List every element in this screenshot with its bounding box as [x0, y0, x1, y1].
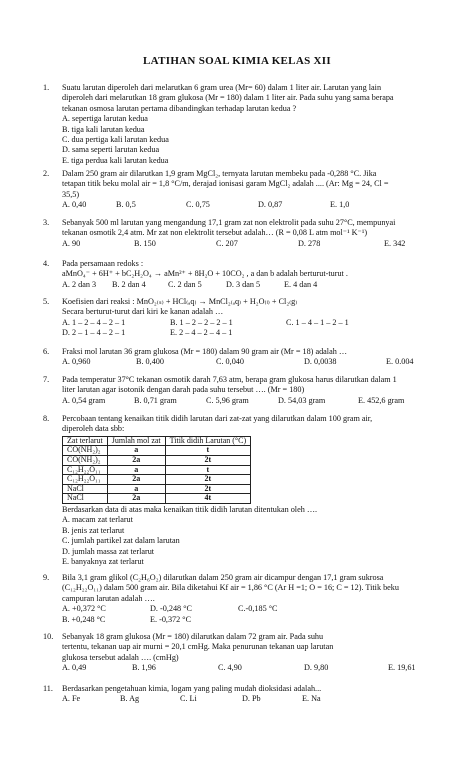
- question-number: 4.: [43, 259, 50, 268]
- option-c: C. 1 – 4 – 1 – 2 – 1: [286, 317, 349, 327]
- option-e: E. Na: [302, 694, 321, 704]
- options-row: [62, 357, 436, 367]
- question-1: [43, 83, 436, 166]
- option-e: E. 452,6 gram: [358, 395, 405, 405]
- question-8: [43, 414, 436, 567]
- option-c: C. 2 dan 5: [168, 279, 202, 289]
- option-d: D. 278: [298, 238, 321, 248]
- option-e: E. 1,0: [330, 200, 350, 210]
- question-number: 11.: [43, 684, 53, 693]
- option-c: C. dua pertiga kali larutan kedua: [62, 135, 169, 145]
- table-row: [63, 484, 251, 494]
- options-row: [62, 200, 436, 210]
- question-number: 8.: [43, 414, 50, 423]
- question-text: Secara berturut-turut dari kiri ke kanan adalah …: [62, 307, 224, 317]
- question-text: Sebanyak 18 gram glukosa (Mr = 180) dilarutkan dalam 72 gram air. Pada suhu: [62, 632, 324, 641]
- question-text: Sebanyak 500 ml larutan yang mengandung 17,1 gram zat non elektrolit pada suhu 27°C, mempunyai: [62, 218, 396, 227]
- table-cell: t: [165, 446, 250, 456]
- data-table: [62, 436, 251, 504]
- option-c: C. 5,96 gram: [206, 395, 249, 405]
- option-e: E. 19,61: [388, 663, 416, 673]
- question-text: liter larutan agar isotonik dengan darah pada suhu tersebut …. (Mr = 180): [62, 385, 305, 395]
- question-9: [43, 573, 436, 625]
- question-text: Percobaan tentang kenaikan titik didih larutan dari zat-zat yang dilarutkan dalam 100 gram air,: [62, 414, 373, 423]
- question-number: 1.: [43, 83, 50, 92]
- table-row: [63, 475, 251, 485]
- option-a: A. 0,54 gram: [62, 395, 106, 405]
- question-text: tekanan osmotik 2,4 atm. Mr zat non elektrolit tersebut adalah… (R = 0,08 L atm mol⁻¹ K⁻¹): [62, 228, 368, 238]
- table-cell: a: [107, 465, 165, 475]
- option-c: C. jumlah partikel zat dalam larutan: [62, 536, 180, 546]
- option-d: D. 9,80: [304, 663, 329, 673]
- table-cell: CO(NH₂)₂: [63, 446, 108, 456]
- question-text: tekanan osmosa larutan pertama dibandingkan terhadap larutan kedua ?: [62, 103, 297, 113]
- option-e: E. 0.004: [386, 357, 414, 367]
- table-cell: a: [107, 484, 165, 494]
- options-row: [62, 318, 436, 328]
- option-a: A. 0,49: [62, 663, 87, 673]
- option-b: B. 1 – 2 – 2 – 2 – 1: [170, 317, 233, 327]
- options-row: [62, 663, 436, 673]
- option-d: D. 0,0038: [304, 357, 337, 367]
- option-c: C. 4,90: [218, 663, 242, 673]
- question-number: 9.: [43, 573, 50, 582]
- option-a: A. 1 – 2 – 4 – 2 – 1: [62, 317, 126, 327]
- option-e: E. 4 dan 4: [284, 279, 318, 289]
- option-e: E. 2 – 4 – 2 – 4 – 1: [170, 328, 233, 338]
- option-b: B. 150: [134, 238, 156, 248]
- table-row: [63, 494, 251, 504]
- question-text: Berdasarkan data di atas maka kenaikan titik didih larutan ditentukan oleh ….: [62, 504, 318, 514]
- table-cell: t: [165, 465, 250, 475]
- option-d: D. 0,87: [258, 200, 283, 210]
- option-c: C.-0,185 °C: [238, 604, 278, 614]
- question-text: aMnO₄⁻ + 6H⁺ + bC₂H₂O₄ → aMn²⁺ + 8H₂O + 10CO₂ , a dan b adalah berturut-turut .: [62, 269, 348, 279]
- question-number: 7.: [43, 375, 50, 384]
- options-row: [62, 694, 436, 704]
- table-cell: NaCl: [63, 494, 108, 504]
- option-e: E. tiga perdua kali larutan kedua: [62, 155, 169, 165]
- question-text: Bila 3,1 gram glikol (C₂H₆O₂) dilarutkan dalam 250 gram air dicampur dengan 17,1 gram sukrosa: [62, 573, 384, 582]
- option-d: D. sama seperti larutan kedua: [62, 145, 160, 155]
- table-cell: 2a: [107, 475, 165, 485]
- option-c: C. 0,75: [186, 200, 210, 210]
- option-d: D. Pb: [242, 694, 261, 704]
- option-d: D. 3 dan 5: [226, 279, 261, 289]
- option-d: D. 2 – 1 – 4 – 2 – 1: [62, 328, 126, 338]
- question-text: diperoleh dari melarutkan 18 gram glukosa (Mr = 180) dalam 1 liter air. Pada suhu yang sama berapa: [62, 93, 394, 103]
- options-row: [62, 239, 436, 249]
- question-number: 3.: [43, 218, 50, 227]
- page-title: LATIHAN SOAL KIMIA KELAS XII: [143, 55, 331, 67]
- question-6: [43, 347, 436, 368]
- table-cell: 2a: [107, 494, 165, 504]
- question-text: Koefisien dari reaksi : MnO₂₍ₛ₎ + HCl₍ₐq₎ → MnCl₂₍ₐq₎ + H₂O₍ₗ₎ + Cl₂₍g₎: [62, 297, 298, 306]
- table-cell: 2t: [165, 484, 250, 494]
- table-cell: 2a: [107, 456, 165, 466]
- option-a: A. Fe: [62, 694, 81, 704]
- table-cell: 2t: [165, 456, 250, 466]
- option-c: C. 0,040: [216, 357, 244, 367]
- option-b: B. 0,400: [136, 357, 164, 367]
- option-a: A. 0,40: [62, 200, 87, 210]
- option-e: E. banyaknya zat terlarut: [62, 557, 144, 566]
- option-b: B. 0,5: [116, 200, 136, 210]
- option-d: D. jumlah massa zat terlarut: [62, 546, 155, 556]
- option-a: A. macam zat terlarut: [62, 515, 133, 525]
- options-row: [62, 615, 436, 625]
- option-a: A. sepertiga larutan kedua: [62, 114, 148, 124]
- question-text: Pada temperatur 37°C tekanan osmotik darah 7,63 atm, berapa gram glukosa harus dilarutkan dalam 1: [62, 375, 397, 384]
- question-text: Pada persamaan redoks :: [62, 259, 144, 268]
- question-5: [43, 297, 436, 339]
- table-cell: a: [107, 446, 165, 456]
- options-row: [62, 604, 436, 614]
- option-b: B. Ag: [120, 694, 140, 704]
- question-text: tertentu, tekanan uap air murni = 20,1 cmHg. Maka penurunan tekanan uap larutan: [62, 642, 334, 652]
- question-number: 5.: [43, 297, 50, 306]
- options-row: [62, 396, 436, 406]
- option-b: B. jenis zat terlarut: [62, 525, 125, 535]
- question-text: diperoleh data sbb:: [62, 424, 125, 434]
- question-4: [43, 259, 436, 290]
- option-b: B. 0,71 gram: [134, 395, 177, 405]
- question-text: Dalam 250 gram air dilarutkan 1,9 gram MgCl₂, ternyata larutan membeku pada -0,288 °C. Jika: [62, 169, 377, 178]
- question-text: Suatu larutan diperoleh dari melarutkan 6 gram urea (Mr= 60) dalam 1 liter air. Larutan yang lain: [62, 83, 382, 92]
- question-text: campuran larutan adalah ….: [62, 593, 155, 603]
- question-number: 10.: [43, 632, 54, 641]
- option-b: B. 2 dan 4: [112, 279, 146, 289]
- options-row: [62, 328, 436, 338]
- option-c: C. 207: [216, 238, 238, 248]
- option-e: E. 342: [384, 238, 406, 248]
- question-text: 35,5): [62, 189, 80, 199]
- option-a: A. 2 dan 3: [62, 279, 97, 289]
- option-d: D. 54,03 gram: [278, 395, 326, 405]
- question-text: Fraksi mol larutan 36 gram glukosa (Mr = 180) dalam 90 gram air (Mr = 18) adalah …: [62, 347, 348, 356]
- table-cell: 2t: [165, 475, 250, 485]
- table-cell: C₁₂H₂₂O₁₁: [63, 475, 108, 485]
- option-b: B. +0,248 °C: [62, 614, 106, 624]
- option-e: E. -0,372 °C: [150, 614, 192, 624]
- table-cell: 4t: [165, 494, 250, 504]
- table-cell: C₁₂H₂₂O₁₁: [63, 465, 108, 475]
- option-b: B. 1,96: [132, 663, 156, 673]
- options-row: [62, 280, 436, 290]
- question-number: 2.: [43, 169, 50, 178]
- question-text: (C₁₂H₂₂O₁₁) dalam 500 gram air. Bila diketahui Kf air = 1,86 °C (Ar H =1; O = 16; C = 12). Titik beku: [62, 583, 399, 593]
- question-text: glukosa tersebut adalah …. (cmHg): [62, 652, 179, 662]
- question-10: [43, 632, 436, 674]
- question-number: 6.: [43, 347, 50, 356]
- option-a: A. 0,960: [62, 357, 91, 367]
- table-row: [63, 456, 251, 466]
- table-header: Zat terlarut: [63, 436, 108, 446]
- question-3: [43, 218, 436, 249]
- table-header: Jumlah mol zat: [107, 436, 165, 446]
- question-text: tetapan titik beku molal air = 1,8 °C/m, derajad ionisasi garam MgCl₂ adalah .... (Ar: Mg = 24, Cl =: [62, 179, 389, 189]
- table-cell: NaCl: [63, 484, 108, 494]
- option-c: C. Li: [180, 694, 197, 704]
- question-7: [43, 375, 436, 406]
- table-header: Titik didih Larutan (°C): [165, 436, 250, 446]
- question-text: Berdasarkan pengetahuan kimia, logam yang paling mudah dioksidasi adalah...: [62, 684, 322, 693]
- question-2: [43, 169, 436, 211]
- option-a: A. 90: [62, 238, 81, 248]
- option-d: D. -0,248 °C: [150, 604, 192, 614]
- table-cell: CO(NH₂)₂: [63, 456, 108, 466]
- option-a: A. +0,372 °C: [62, 604, 106, 614]
- option-b: B. tiga kali larutan kedua: [62, 124, 145, 134]
- question-11: [43, 684, 436, 705]
